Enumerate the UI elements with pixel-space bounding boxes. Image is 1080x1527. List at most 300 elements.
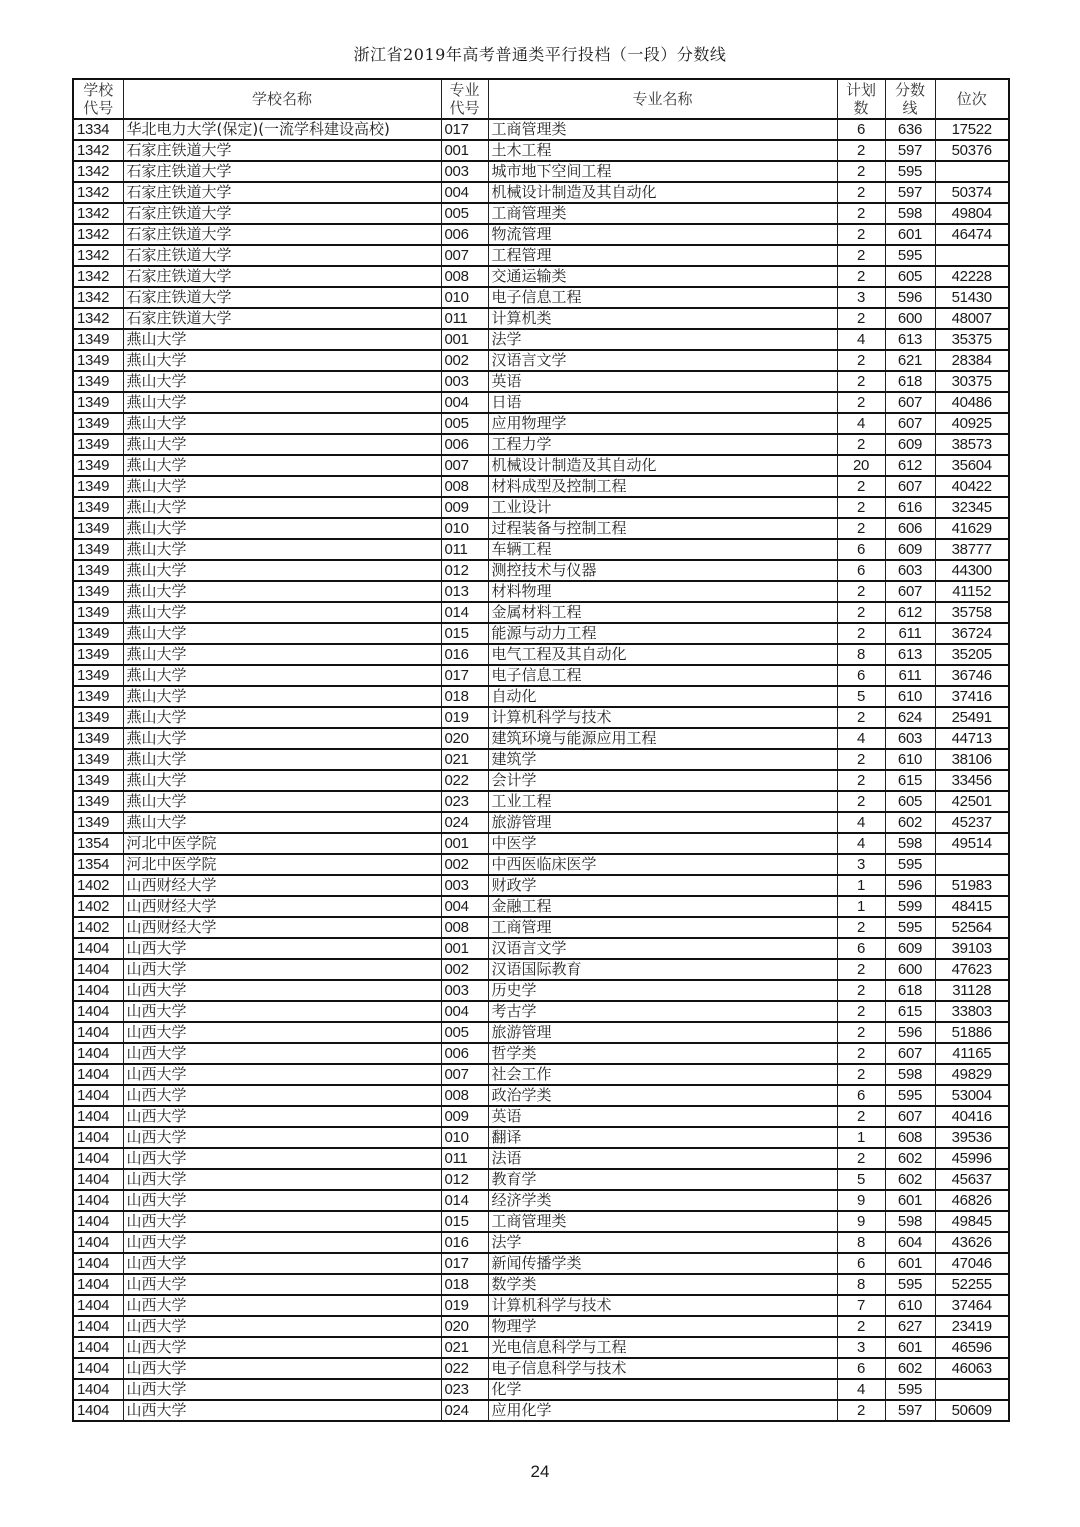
score-line-cell: 602 <box>885 1148 935 1169</box>
score-line-cell: 595 <box>885 1379 935 1400</box>
header-score-label: 分数 线 <box>894 81 925 117</box>
score-line-cell: 608 <box>885 1127 935 1148</box>
rank-cell: 50609 <box>935 1400 1009 1421</box>
major-name-cell: 政治学类 <box>488 1085 837 1106</box>
rank-cell: 37416 <box>935 686 1009 707</box>
school-code-cell: 1404 <box>73 1253 123 1274</box>
score-line-cell: 596 <box>885 875 935 896</box>
school-name-cell: 山西大学 <box>123 1064 441 1085</box>
table-row <box>73 560 1009 581</box>
table-row <box>73 182 1009 203</box>
school-code-cell: 1349 <box>73 455 123 476</box>
school-name-cell: 石家庄铁道大学 <box>123 287 441 308</box>
major-name-cell: 测控技术与仪器 <box>488 560 837 581</box>
rank-cell: 31128 <box>935 980 1009 1001</box>
major-name-cell: 城市地下空间工程 <box>488 161 837 182</box>
major-code-cell: 010 <box>441 518 488 539</box>
table-row <box>73 518 1009 539</box>
school-code-cell: 1404 <box>73 1295 123 1316</box>
school-code-cell: 1342 <box>73 287 123 308</box>
plan-count-cell: 2 <box>837 371 885 392</box>
school-name-cell: 燕山大学 <box>123 371 441 392</box>
school-name-cell: 燕山大学 <box>123 707 441 728</box>
plan-count-cell: 2 <box>837 140 885 161</box>
school-name-cell: 燕山大学 <box>123 329 441 350</box>
table-row <box>73 896 1009 917</box>
major-code-cell: 007 <box>441 455 488 476</box>
rank-cell <box>935 245 1009 266</box>
plan-count-cell: 6 <box>837 560 885 581</box>
rank-cell: 51886 <box>935 1022 1009 1043</box>
table-row <box>73 455 1009 476</box>
major-name-cell: 中医学 <box>488 833 837 854</box>
table-row <box>73 1043 1009 1064</box>
plan-count-cell: 2 <box>837 707 885 728</box>
school-code-cell: 1349 <box>73 518 123 539</box>
major-name-cell: 计算机科学与技术 <box>488 707 837 728</box>
major-code-cell: 004 <box>441 392 488 413</box>
major-code-cell: 011 <box>441 308 488 329</box>
major-code-cell: 005 <box>441 413 488 434</box>
major-name-cell: 应用物理学 <box>488 413 837 434</box>
school-name-cell: 山西财经大学 <box>123 896 441 917</box>
school-code-cell: 1342 <box>73 161 123 182</box>
plan-count-cell: 2 <box>837 1316 885 1337</box>
plan-count-cell: 2 <box>837 203 885 224</box>
plan-count-cell: 9 <box>837 1190 885 1211</box>
rank-cell: 36724 <box>935 623 1009 644</box>
table-row <box>73 1295 1009 1316</box>
major-code-cell: 009 <box>441 1106 488 1127</box>
plan-count-cell: 2 <box>837 770 885 791</box>
school-code-cell: 1349 <box>73 644 123 665</box>
score-line-cell: 595 <box>885 161 935 182</box>
table-row <box>73 392 1009 413</box>
school-name-cell: 石家庄铁道大学 <box>123 161 441 182</box>
table-row <box>73 203 1009 224</box>
rank-cell: 42501 <box>935 791 1009 812</box>
major-name-cell: 工商管理类 <box>488 1211 837 1232</box>
major-code-cell: 011 <box>441 539 488 560</box>
rank-cell <box>935 854 1009 875</box>
major-name-cell: 光电信息科学与工程 <box>488 1337 837 1358</box>
school-name-cell: 山西大学 <box>123 1274 441 1295</box>
rank-cell: 33803 <box>935 1001 1009 1022</box>
major-code-cell: 012 <box>441 1169 488 1190</box>
major-code-cell: 007 <box>441 245 488 266</box>
rank-cell: 39536 <box>935 1127 1009 1148</box>
score-line-cell: 607 <box>885 476 935 497</box>
major-name-cell: 会计学 <box>488 770 837 791</box>
plan-count-cell: 5 <box>837 1169 885 1190</box>
table-row <box>73 644 1009 665</box>
major-code-cell: 001 <box>441 833 488 854</box>
major-name-cell: 旅游管理 <box>488 812 837 833</box>
major-name-cell: 工程管理 <box>488 245 837 266</box>
plan-count-cell: 20 <box>837 455 885 476</box>
major-name-cell: 材料物理 <box>488 581 837 602</box>
school-code-cell: 1349 <box>73 770 123 791</box>
major-name-cell: 经济学类 <box>488 1190 837 1211</box>
score-line-cell: 601 <box>885 1253 935 1274</box>
major-name-cell: 电子信息工程 <box>488 665 837 686</box>
table-row <box>73 350 1009 371</box>
score-line-cell: 597 <box>885 1400 935 1421</box>
school-name-cell: 燕山大学 <box>123 434 441 455</box>
school-name-cell: 山西大学 <box>123 1043 441 1064</box>
table-row <box>73 161 1009 182</box>
school-code-cell: 1349 <box>73 581 123 602</box>
score-line-cell: 606 <box>885 518 935 539</box>
header-major-code <box>441 79 488 119</box>
plan-count-cell: 6 <box>837 665 885 686</box>
major-name-cell: 工程力学 <box>488 434 837 455</box>
school-code-cell: 1404 <box>73 1169 123 1190</box>
major-code-cell: 004 <box>441 1001 488 1022</box>
table-row <box>73 959 1009 980</box>
plan-count-cell: 4 <box>837 812 885 833</box>
major-name-cell: 考古学 <box>488 1001 837 1022</box>
score-line-cell: 602 <box>885 1169 935 1190</box>
score-line-cell: 595 <box>885 1085 935 1106</box>
rank-cell: 50376 <box>935 140 1009 161</box>
table-row <box>73 1337 1009 1358</box>
school-code-cell: 1404 <box>73 1337 123 1358</box>
rank-cell: 32345 <box>935 497 1009 518</box>
school-name-cell: 山西大学 <box>123 1211 441 1232</box>
major-name-cell: 汉语国际教育 <box>488 959 837 980</box>
table-row <box>73 1001 1009 1022</box>
score-line-cell: 604 <box>885 1232 935 1253</box>
plan-count-cell: 8 <box>837 1274 885 1295</box>
school-code-cell: 1349 <box>73 623 123 644</box>
major-name-cell: 历史学 <box>488 980 837 1001</box>
rank-cell: 52564 <box>935 917 1009 938</box>
major-name-cell: 工商管理类 <box>488 119 837 140</box>
major-code-cell: 013 <box>441 581 488 602</box>
major-code-cell: 022 <box>441 770 488 791</box>
major-code-cell: 016 <box>441 1232 488 1253</box>
plan-count-cell: 4 <box>837 833 885 854</box>
rank-cell: 25491 <box>935 707 1009 728</box>
score-line-cell: 601 <box>885 1337 935 1358</box>
rank-cell: 45996 <box>935 1148 1009 1169</box>
rank-cell: 40422 <box>935 476 1009 497</box>
plan-count-cell: 2 <box>837 1148 885 1169</box>
table-row <box>73 287 1009 308</box>
school-code-cell: 1404 <box>73 1001 123 1022</box>
major-name-cell: 工业工程 <box>488 791 837 812</box>
major-code-cell: 014 <box>441 602 488 623</box>
table-row <box>73 1085 1009 1106</box>
rank-cell: 42228 <box>935 266 1009 287</box>
rank-cell: 40925 <box>935 413 1009 434</box>
plan-count-cell: 2 <box>837 350 885 371</box>
rank-cell: 49829 <box>935 1064 1009 1085</box>
score-line-cell: 607 <box>885 1106 935 1127</box>
score-line-cell: 610 <box>885 686 935 707</box>
school-name-cell: 山西大学 <box>123 1106 441 1127</box>
school-name-cell: 石家庄铁道大学 <box>123 140 441 161</box>
major-name-cell: 法学 <box>488 329 837 350</box>
score-line-cell: 596 <box>885 287 935 308</box>
table-row <box>73 1064 1009 1085</box>
major-name-cell: 建筑学 <box>488 749 837 770</box>
school-name-cell: 山西大学 <box>123 1169 441 1190</box>
plan-count-cell: 2 <box>837 749 885 770</box>
major-name-cell: 工业设计 <box>488 497 837 518</box>
school-code-cell: 1349 <box>73 434 123 455</box>
school-code-cell: 1404 <box>73 1127 123 1148</box>
table-row <box>73 1211 1009 1232</box>
score-line-cell: 618 <box>885 980 935 1001</box>
header-plan-label: 计划 数 <box>845 81 876 117</box>
school-name-cell: 山西大学 <box>123 1085 441 1106</box>
rank-cell: 38573 <box>935 434 1009 455</box>
score-line-cell: 607 <box>885 392 935 413</box>
major-code-cell: 001 <box>441 938 488 959</box>
rank-cell: 46474 <box>935 224 1009 245</box>
major-name-cell: 化学 <box>488 1379 837 1400</box>
table-row <box>73 434 1009 455</box>
table-row <box>73 1400 1009 1421</box>
score-line-cell: 607 <box>885 581 935 602</box>
table-row <box>73 665 1009 686</box>
score-line-cell: 609 <box>885 539 935 560</box>
rank-cell <box>935 161 1009 182</box>
header-rank: 位次 <box>935 79 1009 119</box>
major-code-cell: 007 <box>441 1064 488 1085</box>
rank-cell <box>935 1379 1009 1400</box>
school-name-cell: 燕山大学 <box>123 749 441 770</box>
plan-count-cell: 2 <box>837 266 885 287</box>
school-code-cell: 1349 <box>73 812 123 833</box>
plan-count-cell: 6 <box>837 1085 885 1106</box>
school-name-cell: 燕山大学 <box>123 686 441 707</box>
score-line-cell: 609 <box>885 434 935 455</box>
major-name-cell: 中西医临床医学 <box>488 854 837 875</box>
major-name-cell: 土木工程 <box>488 140 837 161</box>
plan-count-cell: 6 <box>837 119 885 140</box>
major-name-cell: 汉语言文学 <box>488 938 837 959</box>
rank-cell: 47623 <box>935 959 1009 980</box>
major-code-cell: 021 <box>441 749 488 770</box>
table-row <box>73 749 1009 770</box>
score-line-cell: 605 <box>885 791 935 812</box>
school-name-cell: 山西财经大学 <box>123 917 441 938</box>
plan-count-cell: 2 <box>837 308 885 329</box>
table-row <box>73 623 1009 644</box>
major-code-cell: 016 <box>441 644 488 665</box>
major-code-cell: 004 <box>441 896 488 917</box>
score-line-cell: 627 <box>885 1316 935 1337</box>
plan-count-cell: 6 <box>837 539 885 560</box>
rank-cell: 47046 <box>935 1253 1009 1274</box>
plan-count-cell: 7 <box>837 1295 885 1316</box>
school-name-cell: 燕山大学 <box>123 518 441 539</box>
rank-cell: 43626 <box>935 1232 1009 1253</box>
school-name-cell: 山西大学 <box>123 938 441 959</box>
plan-count-cell: 3 <box>837 854 885 875</box>
rank-cell: 33456 <box>935 770 1009 791</box>
rank-cell: 46063 <box>935 1358 1009 1379</box>
score-line-cell: 600 <box>885 308 935 329</box>
school-code-cell: 1404 <box>73 1274 123 1295</box>
school-code-cell: 1342 <box>73 224 123 245</box>
plan-count-cell: 1 <box>837 896 885 917</box>
school-code-cell: 1349 <box>73 686 123 707</box>
rank-cell: 49804 <box>935 203 1009 224</box>
school-code-cell: 1349 <box>73 665 123 686</box>
rank-cell: 35604 <box>935 455 1009 476</box>
school-code-cell: 1404 <box>73 1064 123 1085</box>
major-code-cell: 018 <box>441 686 488 707</box>
major-name-cell: 哲学类 <box>488 1043 837 1064</box>
major-name-cell: 机械设计制造及其自动化 <box>488 182 837 203</box>
score-line-cell: 612 <box>885 455 935 476</box>
table-row <box>73 413 1009 434</box>
major-code-cell: 008 <box>441 476 488 497</box>
rank-cell: 37464 <box>935 1295 1009 1316</box>
table-row <box>73 245 1009 266</box>
school-code-cell: 1404 <box>73 1148 123 1169</box>
school-code-cell: 1404 <box>73 1106 123 1127</box>
rank-cell: 36746 <box>935 665 1009 686</box>
school-name-cell: 山西大学 <box>123 1379 441 1400</box>
major-code-cell: 012 <box>441 560 488 581</box>
major-code-cell: 008 <box>441 1085 488 1106</box>
plan-count-cell: 2 <box>837 161 885 182</box>
major-name-cell: 工商管理类 <box>488 203 837 224</box>
plan-count-cell: 2 <box>837 791 885 812</box>
school-code-cell: 1349 <box>73 602 123 623</box>
plan-count-cell: 2 <box>837 959 885 980</box>
school-code-cell: 1404 <box>73 1232 123 1253</box>
rank-cell: 35375 <box>935 329 1009 350</box>
rank-cell: 49514 <box>935 833 1009 854</box>
school-name-cell: 石家庄铁道大学 <box>123 308 441 329</box>
major-name-cell: 过程装备与控制工程 <box>488 518 837 539</box>
school-code-cell: 1349 <box>73 392 123 413</box>
table-row <box>73 1274 1009 1295</box>
school-name-cell: 石家庄铁道大学 <box>123 182 441 203</box>
score-line-cell: 598 <box>885 1064 935 1085</box>
school-name-cell: 山西大学 <box>123 1253 441 1274</box>
major-name-cell: 财政学 <box>488 875 837 896</box>
score-line-cell: 621 <box>885 350 935 371</box>
major-code-cell: 006 <box>441 434 488 455</box>
rank-cell: 44300 <box>935 560 1009 581</box>
plan-count-cell: 2 <box>837 1043 885 1064</box>
page-number: 24 <box>530 1462 550 1481</box>
school-name-cell: 山西大学 <box>123 1127 441 1148</box>
major-code-cell: 019 <box>441 707 488 728</box>
rank-cell: 23419 <box>935 1316 1009 1337</box>
school-code-cell: 1342 <box>73 140 123 161</box>
plan-count-cell: 4 <box>837 413 885 434</box>
score-line-cell: 595 <box>885 854 935 875</box>
plan-count-cell: 2 <box>837 1064 885 1085</box>
plan-count-cell: 2 <box>837 917 885 938</box>
major-name-cell: 新闻传播学类 <box>488 1253 837 1274</box>
school-code-cell: 1342 <box>73 245 123 266</box>
major-code-cell: 015 <box>441 623 488 644</box>
school-name-cell: 山西大学 <box>123 1400 441 1421</box>
plan-count-cell: 6 <box>837 938 885 959</box>
plan-count-cell: 9 <box>837 1211 885 1232</box>
score-line-cell: 598 <box>885 1211 935 1232</box>
table-body <box>73 119 1009 1421</box>
school-code-cell: 1404 <box>73 1043 123 1064</box>
rank-cell: 35205 <box>935 644 1009 665</box>
school-name-cell: 燕山大学 <box>123 602 441 623</box>
table-row <box>73 266 1009 287</box>
major-code-cell: 002 <box>441 854 488 875</box>
table-row <box>73 1169 1009 1190</box>
school-code-cell: 1404 <box>73 1400 123 1421</box>
school-code-cell: 1349 <box>73 749 123 770</box>
major-code-cell: 014 <box>441 1190 488 1211</box>
score-line-cell: 600 <box>885 959 935 980</box>
score-line-cell: 597 <box>885 140 935 161</box>
school-code-cell: 1349 <box>73 560 123 581</box>
rank-cell: 46826 <box>935 1190 1009 1211</box>
table-row <box>73 1379 1009 1400</box>
plan-count-cell: 8 <box>837 644 885 665</box>
plan-count-cell: 2 <box>837 224 885 245</box>
major-name-cell: 车辆工程 <box>488 539 837 560</box>
plan-count-cell: 2 <box>837 497 885 518</box>
score-line-cell: 607 <box>885 1043 935 1064</box>
score-line-cell: 602 <box>885 1358 935 1379</box>
school-name-cell: 山西大学 <box>123 980 441 1001</box>
school-code-cell: 1404 <box>73 1190 123 1211</box>
school-name-cell: 华北电力大学(保定)(一流学科建设高校) <box>123 119 441 140</box>
score-line-cell: 603 <box>885 728 935 749</box>
major-name-cell: 金属材料工程 <box>488 602 837 623</box>
school-code-cell: 1404 <box>73 1358 123 1379</box>
plan-count-cell: 2 <box>837 1001 885 1022</box>
rank-cell: 53004 <box>935 1085 1009 1106</box>
table-row <box>73 371 1009 392</box>
major-code-cell: 017 <box>441 119 488 140</box>
major-name-cell: 电子信息工程 <box>488 287 837 308</box>
school-name-cell: 石家庄铁道大学 <box>123 266 441 287</box>
major-name-cell: 法语 <box>488 1148 837 1169</box>
major-name-cell: 工商管理 <box>488 917 837 938</box>
rank-cell: 39103 <box>935 938 1009 959</box>
school-code-cell: 1342 <box>73 308 123 329</box>
major-code-cell: 019 <box>441 1295 488 1316</box>
table-row <box>73 1316 1009 1337</box>
major-name-cell: 物流管理 <box>488 224 837 245</box>
rank-cell: 50374 <box>935 182 1009 203</box>
plan-count-cell: 6 <box>837 1358 885 1379</box>
school-code-cell: 1342 <box>73 266 123 287</box>
major-code-cell: 005 <box>441 1022 488 1043</box>
table-row <box>73 1232 1009 1253</box>
table-row <box>73 1022 1009 1043</box>
score-line-cell: 596 <box>885 1022 935 1043</box>
school-name-cell: 燕山大学 <box>123 812 441 833</box>
plan-count-cell: 2 <box>837 581 885 602</box>
school-name-cell: 山西大学 <box>123 1316 441 1337</box>
plan-count-cell: 2 <box>837 476 885 497</box>
score-line-cell: 595 <box>885 245 935 266</box>
major-code-cell: 023 <box>441 1379 488 1400</box>
table-row <box>73 1190 1009 1211</box>
table-row <box>73 140 1009 161</box>
